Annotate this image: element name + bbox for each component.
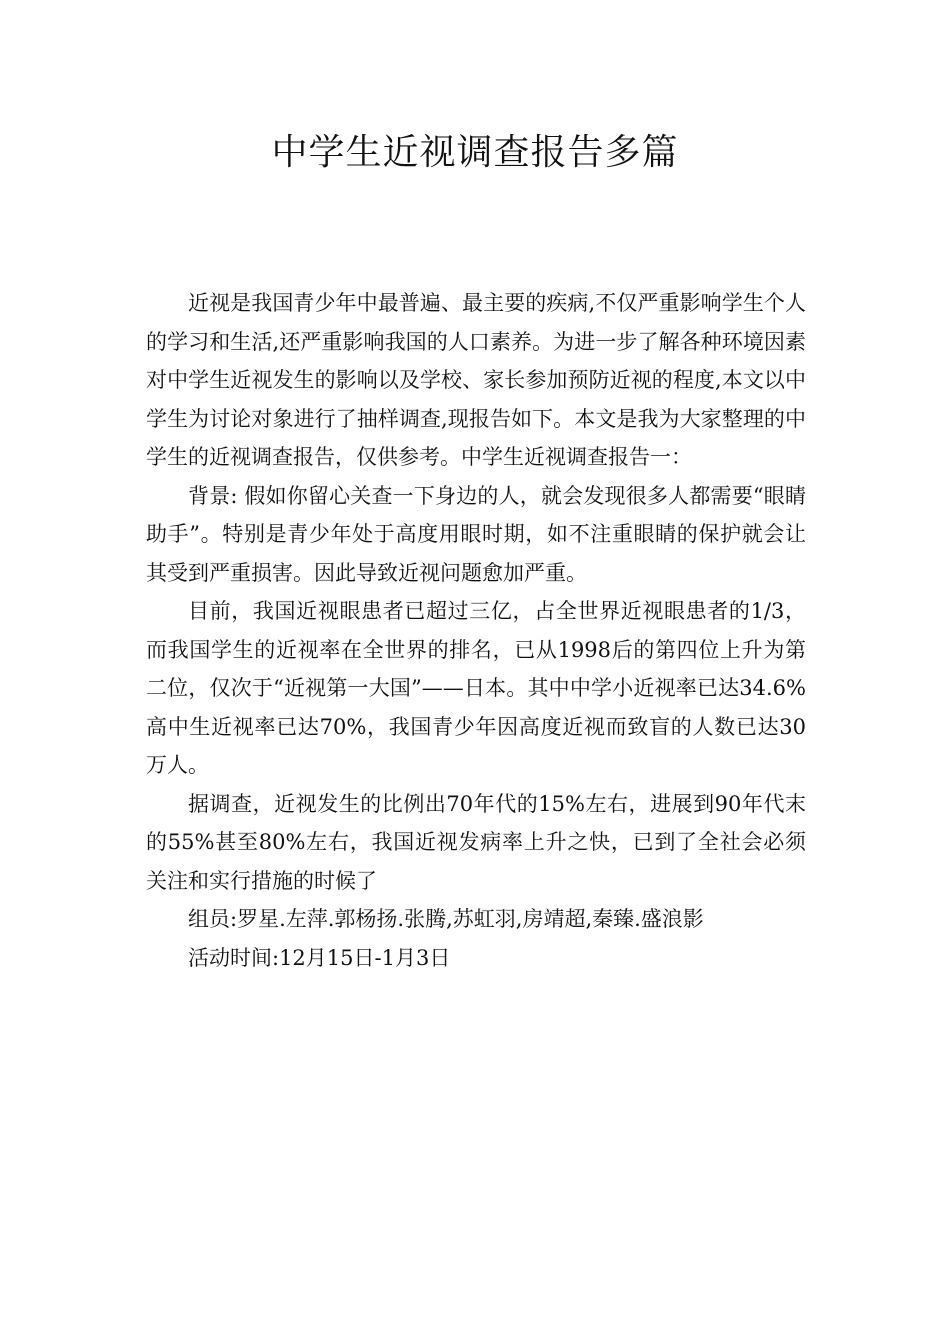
paragraph-survey: 据调查，近视发生的比例出70年代的15%左右，进展到90年代末的55%甚至80%左右，我国近视发病率上升之快，已到了全社会必须关注和实行措施的时候了 [146, 791, 806, 893]
page-title: 中学生近视调查报告多篇 [271, 132, 679, 173]
paragraph-members: 组员:罗星.左萍.郭杨扬.张腾,苏虹羽,房靖超,秦臻.盛浪影 [188, 907, 704, 931]
paragraph-background: 背景: 假如你留心关查一下身边的人，就会发现很多人都需要“眼睛助手”。特别是青少年处于高度用眼时期，如不注重眼睛的保护就会让其受到严重损害。因此导致近视问题愈加严重。 [146, 483, 806, 585]
paragraph-current-status: 目前，我国近视眼患者已超过三亿，占全世界近视眼患者的1/3，而我国学生的近视率在全世界的排名，已从1998后的第四位上升为第二位，仅次于“近视第一大国”——日本。其中中学小近视率已达34.6%高中生近视率已达70%，我国青少年因高度近视而致盲的人数已达30万人。 [146, 599, 806, 777]
paragraph-activity-time: 活动时间:12月15日-1月3日 [188, 945, 451, 970]
paragraph-intro: 近视是我国青少年中最普遍、最主要的疾病,不仅严重影响学生个人的学习和生活,还严重影响我国的人口素养。为进一步了解各种环境因素对中学生近视发生的影响以及学校、家长参加预防近视的程度,本文以中学生为讨论对象进行了抽样调查,现报告如下。本文是我为大家整理的中学生的近视调查报告，仅供参考。中学生近视调查报告一： [146, 291, 806, 469]
document-body [146, 284, 806, 977]
